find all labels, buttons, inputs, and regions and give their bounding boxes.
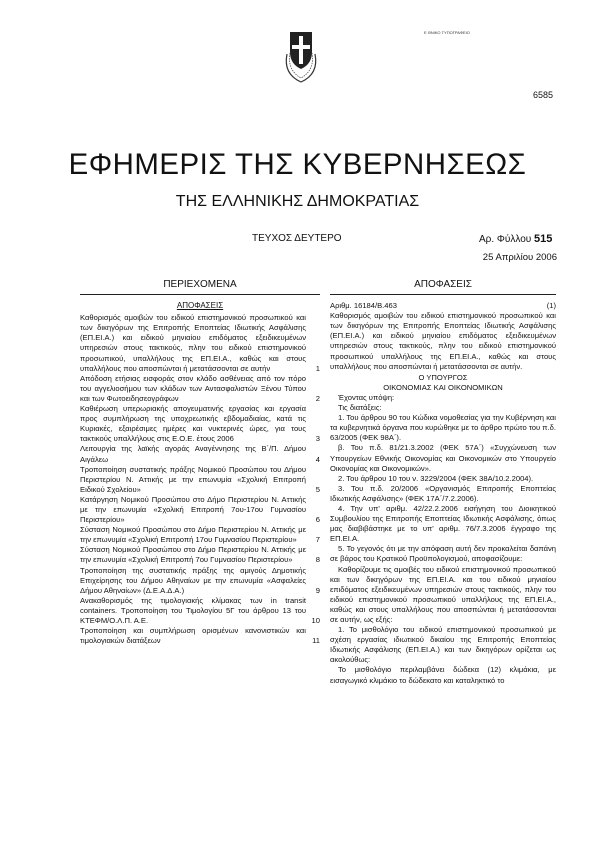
decisions-column <box>330 278 556 686</box>
decision-paragraph: 4. Την υπ' αριθμ. 42/22.2.2006 εισήγηση του Διοικητικού Συμβουλίου της Επιτροπής Εποπτείας Ιδιωτικής Ασφάλισης, όπως μας διαβιβάστηκε με το υπ' αριθμ. 76/7.3.2006 έγγραφο της ΕΠ.ΕΙ.Α. <box>330 503 556 544</box>
toc-item-page: 2 <box>315 393 320 403</box>
sheet-label: Αρ. Φύλλου <box>479 234 532 245</box>
decision-paragraph: 1. Το μισθολόγιο του ειδικού επιστημονικού προσωπικού με σχέση εργασίας ιδιωτικού δικαίου της Επιτροπής Εποπτείας Ιδιωτικής Ασφάλισης (ΕΠ.ΕΙ.Α.) και των δικηγόρων ορίζεται ως ακολούθως: <box>330 625 556 665</box>
toc-item[interactable] <box>80 545 320 565</box>
having-regard: Έχοντας υπόψη: <box>338 392 395 402</box>
toc-item[interactable] <box>80 444 320 464</box>
decision-ref-index: (1) <box>546 301 556 311</box>
decision-paragraph: 2. Του άρθρου 10 του ν. 3229/2004 (ΦΕΚ 38Α/10.2.2004). <box>338 473 534 483</box>
issue-date: 25 Απριλίου 2006 <box>482 252 557 263</box>
toc-item-text: Τροποποίηση και συμπλήρωση ορισμένων κανονιστικών και τιμολογιακών διατάξεων <box>80 626 306 646</box>
decision-paragraph: 3. Του π.δ. 20/2006 «Οργανισμός Επιτροπής Εποπτείας Ιδιωτικής Ασφάλισης» (ΦΕΚ 17Α΄/7.2.2006). <box>330 483 556 503</box>
masthead-subtitle: ΤΗΣ ΕΛΛΗΝΙΚΗΣ ΔΗΜΟΚΡΑΤΙΑΣ <box>175 193 420 210</box>
greek-coat-of-arms-icon <box>281 24 321 84</box>
toc-item[interactable] <box>80 404 320 444</box>
toc-item-text: Τροποποίηση της συστατικής πράξης της αμιγούς Δημοτικής Επιχείρησης του Δήμου Αθηναίων με την επωνυμία «Ασφαλείες Δήμου Αθηναίων» (Δ.Ε.Α.Δ.Α.) <box>80 565 306 595</box>
table-of-contents <box>80 278 320 646</box>
toc-item[interactable] <box>80 374 320 404</box>
toc-item-page: 10 <box>311 616 320 625</box>
toc-item-text: Ανακαθορισμός της τιμολογιακής κλίμακας των in transit containers. Τροποποίηση του Τιμολογίου 5Γ του άρθρου 13 του ΚΤΕΦΜ/Ο.Λ.Π. Α.Ε. <box>80 595 306 625</box>
issue-series: ΤΕΥΧΟΣ ΔΕΥΤΕΡΟ <box>252 233 342 244</box>
provisions-heading: Τις διατάξεις: <box>338 403 382 413</box>
toc-item-page: 8 <box>315 555 320 565</box>
toc-item[interactable] <box>80 596 320 626</box>
toc-title: ΠΕΡΙΕΧΟΜΕΝΑ <box>80 280 320 295</box>
sheet-number: 515 <box>534 233 553 245</box>
toc-item-page: 7 <box>315 535 320 545</box>
decisions-title: ΑΠΟΦΑΣΕΙΣ <box>330 280 556 295</box>
decision-paragraph: 1. Του άρθρου 90 του Κώδικα νομοθεσίας για την Κυβέρνηση και τα κυβερνητικά όργανα που κυρώθηκε με το άρθρο πρώτο του π.δ. 63/2005 (ΦΕΚ 98Α΄). <box>330 413 556 443</box>
toc-item-page: 9 <box>315 585 320 595</box>
sheet-number-line <box>479 233 552 245</box>
toc-item-page: 11 <box>312 636 320 646</box>
minister-ministry: ΟΙΚΟΝΟΜΙΑΣ ΚΑΙ ΟΙΚΟΝΟΜΙΚΩΝ <box>383 382 503 392</box>
toc-item[interactable] <box>80 465 320 495</box>
decision-paragraph: Το μισθολόγιο περιλαμβάνει δώδεκα (12) κλιμάκια, με εισαγωγικό κλιμάκιο το δώδεκατο και καταληκτικό το <box>330 665 556 685</box>
publisher-note: Ε ΘΝΙΚΟ ΤΥΠΟΓΡΑΦΕΙΟ <box>424 30 470 35</box>
toc-item[interactable] <box>80 495 320 525</box>
toc-item[interactable] <box>80 313 320 374</box>
toc-item-page: 5 <box>315 484 320 494</box>
decision-paragraph: β. Του π.δ. 81/21.3.2002 (ΦΕΚ 57Α΄) «Συγχώνευση των Υπουργείων Εθνικής Οικονομίας και Οικονομικών στο Υπουργείο Οικονομίας και Οικονομικών». <box>330 443 556 473</box>
toc-item[interactable] <box>80 566 320 596</box>
toc-item-page: 4 <box>315 454 320 464</box>
minister-title: Ο ΥΠΟΥΡΓΟΣ <box>418 372 468 382</box>
toc-item-text: Σύσταση Νομικού Προσώπου στο Δήμο Περιστερίου Ν. Αττικής με την επωνυμία «Σχολική Επιτροπή 7ου Γυμνασίου Περιστερίου» <box>80 545 306 565</box>
decision-paragraph: Καθορίζουμε τις αμοιβές του ειδικού επιστημονικού προσωπικού και των δικηγόρων της ΕΠ.ΕΙ.Α. και του ειδικού μηνιαίου επιδόματος εξειδικευμένων υπηρεσιών στους τακτικούς, πλην του ειδικού επιστημονικού προσωπικού υπαλλήλους της ΕΠ.ΕΙ.Α., καθώς και στους υπαλλήλους που αποσπώνται ή μετατάσσονται σε αυτήν, ως εξής: <box>330 564 556 624</box>
toc-item-page: 6 <box>315 515 320 525</box>
decision-ref-number: Αριθμ. 16184/Β.463 <box>330 301 397 311</box>
toc-item-text: Κατάργηση Νομικού Προσώπου στο Δήμο Περιστερίου Ν. Αττικής με την επωνυμία «Σχολική Επιτροπή 7ου-17ου Γυμνασίου Περιστερίου» <box>80 494 306 525</box>
masthead-title: ΕΦΗΜΕΡΙΣ ΤΗΣ ΚΥΒΕΡΝΗΣΕΩΣ <box>68 148 527 181</box>
toc-item-text: Καθιέρωση υπερωριακής απογευματινής εργασίας και εργασία προς συμπλήρωση της υποχρεωτικής εβδομαδιαίας, κατά τις Κυριακές, εξαιρέσιμες ημέρες και νυκτερινές ώρες, για τους τακτικούς υπαλλήλους στις Ε.Ο.Ε. έτους 2006 <box>80 404 306 444</box>
toc-item-text: Καθορισμός αμοιβών του ειδικού επιστημονικού προσωπικού και των δικηγόρων της Επιτροπής Εποπτείας Ιδιωτικής Ασφάλισης (ΕΠ.ΕΙ.Α.) και ειδικού μηνιαίου επιδόματος εξειδικευμένων υπηρεσιών στους τακτικούς, πλην του ειδικού επιστημονικού προσωπικού, υπαλλήλους της ΕΠ.ΕΙ.Α., καθώς και στους υπαλλήλους που αποσπώνται ή μετατάσσονται σε αυτήν <box>80 313 306 373</box>
toc-item-page: 3 <box>315 434 320 444</box>
toc-item[interactable] <box>80 525 320 545</box>
toc-item-text: Τροποποίηση συστατικής πράξης Νομικού Προσώπου του Δήμου Περιστερίου Ν. Αττικής με την επωνυμία «Σχολική Επιτροπή Ειδικού Σχολείου» <box>80 464 306 494</box>
toc-item-text: Απόδοση ετήσιας εισφοράς στον κλάδο ασθένειας από τον πόρο του αγγελιοσήμου των κλάδων των Αντασφαλιστών Ξένου Τύπου και των Φωτοειδησεογράφων <box>80 373 306 403</box>
toc-item-text: Σύσταση Νομικού Προσώπου στο Δήμο Περιστερίου Ν. Αττικής με την επωνυμία «Σχολική Επιτροπή 17ου Γυμνασίου Περιστερίου» <box>80 525 306 545</box>
toc-item-page: 1 <box>315 363 320 373</box>
toc-item[interactable] <box>80 626 320 646</box>
toc-item-text: Λειτουργία της λαϊκής αγοράς Αναγέννησης της Β΄/Π. Δήμου Αιγάλεω <box>80 444 306 464</box>
toc-section-heading: ΑΠΟΦΑΣΕΙΣ <box>176 301 224 311</box>
decision-reference <box>330 301 556 311</box>
decision-intro: Καθορισμός αμοιβών του ειδικού επιστημονικού προσωπικού και των δικηγόρων της Επιτροπής Εποπτείας Ιδιωτικής Ασφάλισης (ΕΠ.ΕΙ.Α.) και ειδικού μηνιαίου επιδόματος εξειδικευμένων υπηρεσιών στους τακτικούς, πλην του ειδικού επιστημονικού προσωπικού υπαλλήλους της ΕΠ.ΕΙ.Α., καθώς και στους υπαλλήλους που αποσπώνται ή μετατάσσονται σε αυτήν. <box>330 311 556 371</box>
page-number: 6585 <box>533 90 554 100</box>
decision-paragraph: 5. Το γεγονός ότι με την απόφαση αυτή δεν προκαλείται δαπάνη σε βάρος του Κρατικού Προϋπολογισμού, αποφασίζουμε: <box>330 544 556 564</box>
